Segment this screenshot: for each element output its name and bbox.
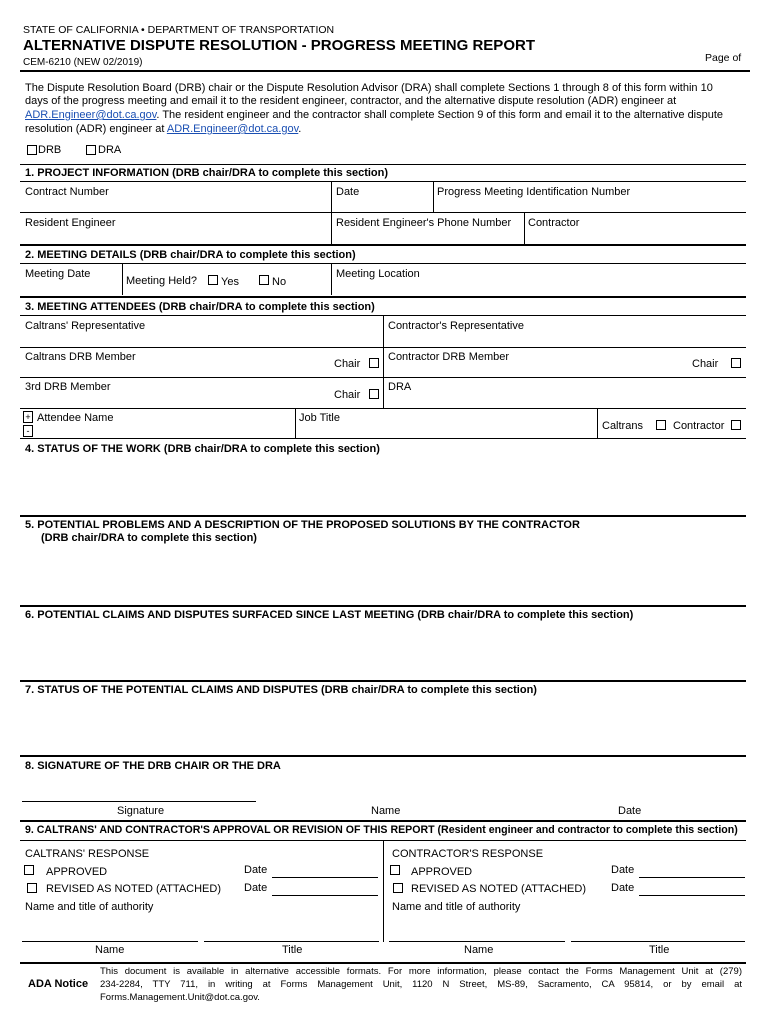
caltrans-revised-label: REVISED AS NOTED (ATTACHED) (46, 883, 222, 895)
s4-heading: 4. STATUS OF THE WORK (DRB chair/DRA to complete this section) (25, 443, 380, 455)
no-label: No (272, 276, 287, 288)
form-id: CEM-6210 (NEW 02/2019) (23, 57, 143, 68)
caltrans-name-title-label: Name and title of authority (25, 901, 154, 913)
caltrans-name-label: Name (95, 944, 125, 956)
contract-number-field[interactable] (22, 199, 328, 211)
caltrans-title-field[interactable] (204, 926, 379, 940)
contractor-title-field[interactable] (571, 926, 745, 940)
s1-divider (433, 181, 434, 212)
caltrans-title-label: Title (282, 944, 303, 956)
intro-line-4: resolution (ADR) engineer at ADR.Engineer@dot.ca.gov. (25, 123, 302, 135)
s6-heading: 6. POTENTIAL CLAIMS AND DISPUTES SURFACED SINCE LAST MEETING (DRB chair/DRA to complete this section) (25, 609, 634, 621)
s3-rule (20, 347, 746, 348)
s3-divider (597, 408, 598, 438)
dra-field-label: DRA (388, 381, 412, 393)
signature-label: Signature (117, 805, 165, 817)
re-phone-field[interactable] (334, 230, 522, 242)
potential-problems-field[interactable] (22, 548, 744, 604)
signature-line (22, 801, 256, 802)
caltrans-date-line-2 (272, 895, 378, 896)
s3-rule (20, 408, 746, 409)
caltrans-date-line (272, 877, 378, 878)
s8-top-rule (20, 755, 746, 757)
s2-divider (331, 263, 332, 295)
attendee-contractor-checkbox[interactable] (731, 420, 741, 430)
contractor-title-line (571, 941, 745, 942)
contractor-title-label: Title (649, 944, 670, 956)
s5-heading-2: (DRB chair/DRA to complete this section) (41, 532, 257, 544)
meeting-held-yes-checkbox[interactable] (208, 275, 218, 285)
contract-number-label: Contract Number (25, 186, 109, 198)
contractor-date-line (639, 877, 745, 878)
ada-notice-label: ADA Notice (28, 978, 89, 990)
dra-field[interactable] (386, 394, 744, 406)
s3-divider (383, 315, 384, 408)
meeting-held-label: Meeting Held? (126, 275, 197, 287)
contractor-drb-label: Contractor DRB Member (388, 351, 510, 363)
contractor-rep-field[interactable] (386, 333, 744, 345)
contractor-drb-chair-checkbox[interactable] (731, 358, 741, 368)
contractor-approved-label: APPROVED (411, 866, 473, 878)
status-of-work-field[interactable] (22, 458, 744, 512)
caltrans-response-label: CALTRANS' RESPONSE (25, 848, 150, 860)
contractor-label: Contractor (528, 217, 580, 229)
contractor-revised-label: REVISED AS NOTED (ATTACHED) (411, 883, 587, 895)
s8-date-label: Date (618, 805, 642, 817)
agency-line: STATE OF CALIFORNIA • DEPARTMENT OF TRANSPORTATION (23, 24, 335, 36)
attendee-caltrans-checkbox[interactable] (656, 420, 666, 430)
claims-status-field[interactable] (22, 699, 744, 753)
adr-email-link[interactable]: ADR.Engineer@dot.ca.gov (25, 109, 157, 121)
caltrans-name-field[interactable] (22, 926, 198, 940)
contractor-date-label-2: Date (611, 882, 635, 894)
s2-divider (122, 263, 123, 295)
s5-heading: 5. POTENTIAL PROBLEMS AND A DESCRIPTION OF THE PROPOSED SOLUTIONS BY THE CONTRACTOR (25, 519, 580, 531)
third-drb-chair-checkbox[interactable] (369, 389, 379, 399)
s1-rule (20, 181, 746, 182)
meeting-location-label: Meeting Location (336, 268, 420, 280)
meeting-location-field[interactable] (334, 281, 744, 293)
attendee-name-field[interactable] (36, 424, 292, 436)
contractor-field[interactable] (527, 230, 744, 242)
s1-divider (524, 212, 525, 244)
ada-line-3: Forms.Management.Unit@dot.ca.gov. (100, 992, 260, 1003)
yes-label: Yes (221, 276, 239, 288)
s9-divider (383, 840, 384, 942)
intro-line-2: days of the progress meeting and email it to the resident engineer, contractor, and the alternative dispute resolution (ADR) engineer at (25, 95, 677, 107)
third-drb-label: 3rd DRB Member (25, 381, 111, 393)
chair-label: Chair (692, 358, 719, 370)
s9-top-rule (20, 820, 746, 822)
s3-rule (20, 377, 746, 378)
s3-rule (20, 438, 746, 439)
s3-top-rule (20, 296, 746, 298)
resident-engineer-field[interactable] (22, 230, 328, 242)
contractor-rep-label: Contractor's Representative (388, 320, 524, 332)
contractor-response-label: CONTRACTOR'S RESPONSE (392, 848, 544, 860)
date-field[interactable] (334, 199, 430, 211)
s3-heading: 3. MEETING ATTENDEES (DRB chair/DRA to complete this section) (25, 301, 375, 313)
contractor-option-label: Contractor (673, 420, 725, 432)
contractor-name-label: Name (464, 944, 494, 956)
meeting-date-field[interactable] (22, 281, 120, 293)
caltrans-title-line (204, 941, 379, 942)
s9-heading: 9. CALTRANS' AND CONTRACTOR'S APPROVAL OR REVISION OF THIS REPORT (Resident engineer and contractor to complete this section) (25, 824, 738, 836)
signature-field[interactable] (22, 786, 256, 800)
pmid-label: Progress Meeting Identification Number (437, 186, 631, 198)
contractor-name-line (389, 941, 565, 942)
job-title-label: Job Title (299, 412, 340, 424)
potential-claims-field[interactable] (22, 624, 744, 678)
contractor-approved-date-field[interactable] (639, 863, 745, 876)
s3-divider (295, 408, 296, 438)
caltrans-rep-field[interactable] (22, 333, 380, 345)
dra-label: DRA (98, 144, 122, 156)
s1-heading: 1. PROJECT INFORMATION (DRB chair/DRA to complete this section) (25, 167, 389, 179)
s1-rule (20, 212, 746, 213)
drb-label: DRB (38, 144, 62, 156)
caltrans-approved-date-field[interactable] (272, 863, 378, 876)
contractor-approved-checkbox[interactable] (390, 865, 400, 875)
intro-line-3: ADR.Engineer@dot.ca.gov. The resident engineer and the contractor shall complete Section 9 of this form and email it to the alternative dispute (25, 109, 724, 121)
s5-top-rule (20, 515, 746, 517)
resident-engineer-label: Resident Engineer (25, 217, 116, 229)
caltrans-date-label: Date (244, 864, 268, 876)
chair-label: Chair (334, 389, 361, 401)
s8-date-field[interactable] (560, 786, 700, 800)
caltrans-revised-checkbox[interactable] (27, 883, 37, 893)
meeting-date-label: Meeting Date (25, 268, 91, 280)
footer-rule (20, 962, 746, 964)
s7-top-rule (20, 680, 746, 682)
contractor-date-line-2 (639, 895, 745, 896)
caltrans-rep-label: Caltrans' Representative (25, 320, 146, 332)
s8-name-label: Name (371, 805, 401, 817)
caltrans-date-label-2: Date (244, 882, 268, 894)
pmid-field[interactable] (436, 199, 744, 211)
s9-heading-wrap (25, 824, 745, 837)
contractor-date-label: Date (611, 864, 635, 876)
re-phone-label: Resident Engineer's Phone Number (336, 217, 512, 229)
caltrans-name-line (22, 941, 198, 942)
contractor-revised-checkbox[interactable] (393, 883, 403, 893)
ada-line-1: This document is available in alternative accessible formats. For more information, please contact the Forms Management Unit at (279) (100, 966, 742, 977)
header-rule (20, 70, 750, 72)
intro-line-1: The Dispute Resolution Board (DRB) chair or the Dispute Resolution Advisor (DRA) shall complete Sections 1 through 8 of this form within 10 (25, 82, 713, 94)
caltrans-approved-label: APPROVED (46, 866, 108, 878)
chair-label: Chair (334, 358, 361, 370)
contractor-revised-date-field[interactable] (639, 881, 745, 894)
s8-name-field[interactable] (300, 786, 500, 800)
page-label: Page of (705, 52, 742, 64)
ada-line-2: 234-2284, TTY 711, in writing at Forms Management Unit, 1120 N Street, MS-89, Sacramento, CA 95814, or by email at (100, 979, 742, 990)
attendee-name-label: Attendee Name (37, 412, 114, 424)
s2-top-rule (20, 244, 746, 246)
caltrans-drb-chair-checkbox[interactable] (369, 358, 379, 368)
s8-heading: 8. SIGNATURE OF THE DRB CHAIR OR THE DRA (25, 760, 281, 772)
dra-checkbox[interactable] (86, 145, 96, 155)
s2-heading: 2. MEETING DETAILS (DRB chair/DRA to complete this section) (25, 249, 356, 261)
caltrans-revised-date-field[interactable] (272, 881, 378, 894)
caltrans-drb-label: Caltrans DRB Member (25, 351, 136, 363)
add-attendee-button[interactable]: + (23, 411, 33, 423)
contractor-name-title-label: Name and title of authority (392, 901, 521, 913)
date-label: Date (336, 186, 360, 198)
s7-heading: 7. STATUS OF THE POTENTIAL CLAIMS AND DISPUTES (DRB chair/DRA to complete this section) (25, 684, 537, 696)
contractor-name-field[interactable] (389, 926, 565, 940)
drb-checkbox[interactable] (27, 145, 37, 155)
form-title: ALTERNATIVE DISPUTE RESOLUTION - PROGRESS MEETING REPORT (23, 37, 535, 54)
s6-top-rule (20, 605, 746, 607)
job-title-field[interactable] (298, 424, 594, 436)
s2-rule (20, 263, 746, 264)
meeting-held-no-checkbox[interactable] (259, 275, 269, 285)
adr-email-link-2[interactable]: ADR.Engineer@dot.ca.gov (166, 123, 299, 135)
caltrans-approved-checkbox[interactable] (24, 865, 34, 875)
s1-top-rule (20, 164, 746, 165)
caltrans-label: Caltrans (602, 420, 643, 432)
remove-attendee-button[interactable]: - (23, 425, 33, 437)
